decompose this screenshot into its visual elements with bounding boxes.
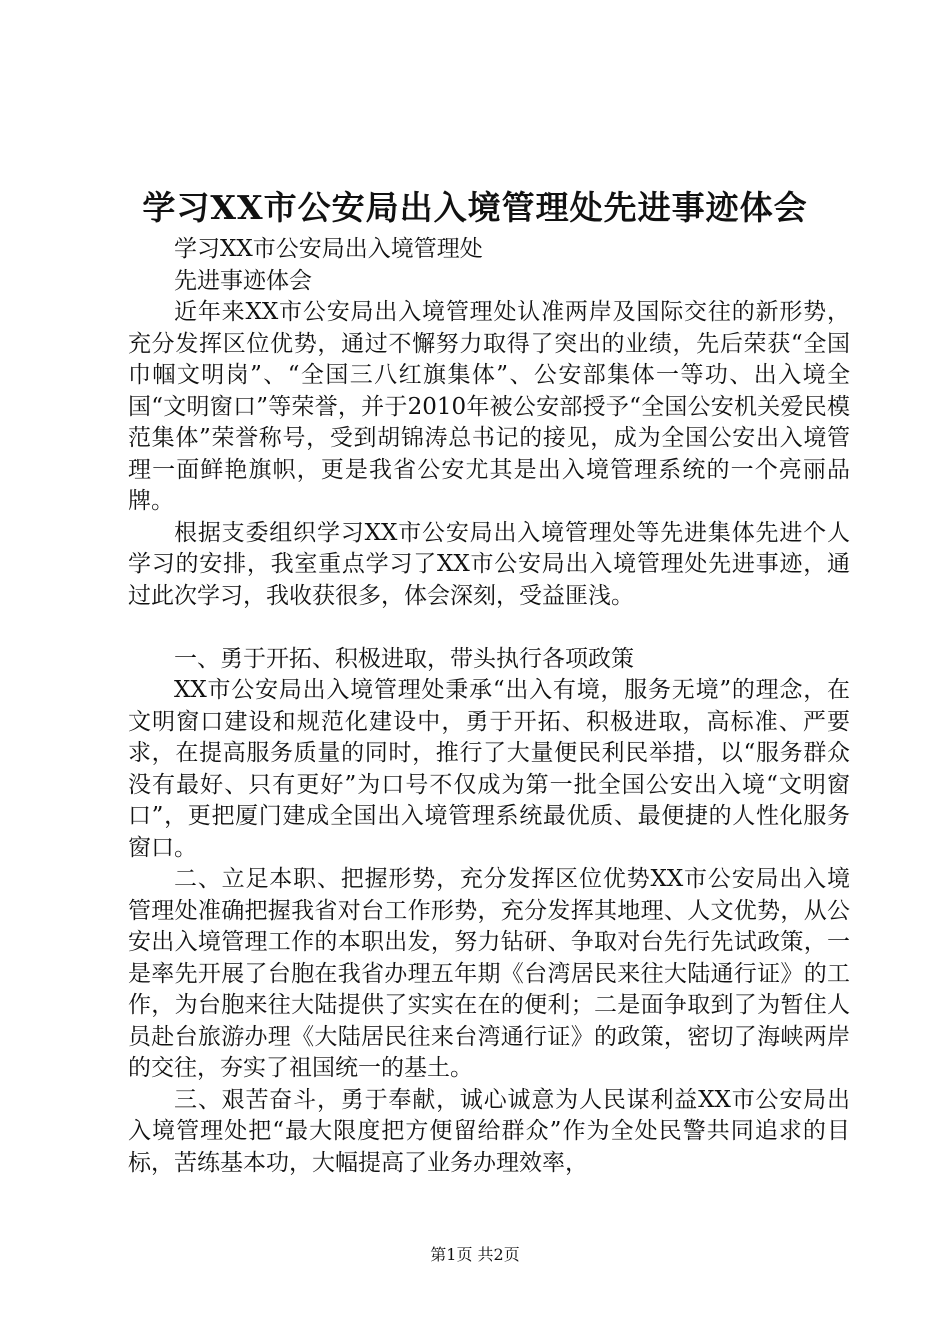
subtitle-line-2: 先进事迹体会 [174, 267, 312, 294]
section-heading-1: 一、勇于开拓、积极进取，带头执行各项政策 [174, 645, 634, 672]
paragraph-study-arrangement: 根据支委组织学习XX市公安局出入境管理处等先进集体先进个人学习的安排，我室重点学习了XX市公安局出入境管理处先进事迹，通过此次学习，我收获很多，体会深刻，受益匪浅。 [128, 519, 850, 609]
paragraph-intro: 近年来XX市公安局出入境管理处认准两岸及国际交往的新形势，充分发挥区位优势，通过不懈努力取得了突出的业绩，先后荣获“全国巾帼文明岗”、“全国三八红旗集体”、公安部集体一等功、出入境全国“文明窗口”等荣誉，并于2010年被公安部授予“全国公安机关爱民模范集体”荣誉称号，受到胡锦涛总书记的接见，成为全国公安出入境管理一面鲜艳旗帜，更是我省公安尤其是出入境管理系统的一个亮丽品牌。 [128, 299, 850, 514]
paragraph-section-1: XX市公安局出入境管理处秉承“出入有境，服务无境”的理念，在文明窗口建设和规范化建设中，勇于开拓、积极进取，高标准、严要求，在提高服务质量的同时，推行了大量便民利民举措，以“服务群众没有最好、只有更好”为口号不仅成为第一批全国公安出入境“文明窗口”，更把厦门建成全国出入境管理系统最优质、最便捷的人性化服务窗口。 [128, 677, 850, 861]
subtitle-line-1: 学习XX市公安局出入境管理处 [174, 236, 483, 262]
document-body [128, 234, 850, 1179]
page-number-footer: 第1页 共2页 [430, 1245, 520, 1264]
blank-line [128, 612, 850, 644]
paragraph-section-3: 三、艰苦奋斗，勇于奉献，诚心诚意为人民谋利益XX市公安局出入境管理处把“最大限度把方便留给群众”作为全处民警共同追求的目标，苦练基本功，大幅提高了业务办理效率， [128, 1086, 850, 1176]
paragraph-section-2: 二、立足本职、把握形势，充分发挥区位优势XX市公安局出入境管理处准确把握我省对台工作形势，充分发挥其地理、人文优势，从公安出入境管理工作的本职出发，努力钻研、争取对台先行先试政策，一是率先开展了台胞在我省办理五年期《台湾居民来往大陆通行证》的工作，为台胞来往大陆提供了实实在在的便利；二是面争取到了为暂住人员赴台旅游办理《大陆居民往来台湾通行证》的政策，密切了海峡两岸的交往，夯实了祖国统一的基土。 [128, 866, 850, 1081]
document-title: 学习XX市公安局出入境管理处先进事迹体会 [142, 188, 808, 227]
